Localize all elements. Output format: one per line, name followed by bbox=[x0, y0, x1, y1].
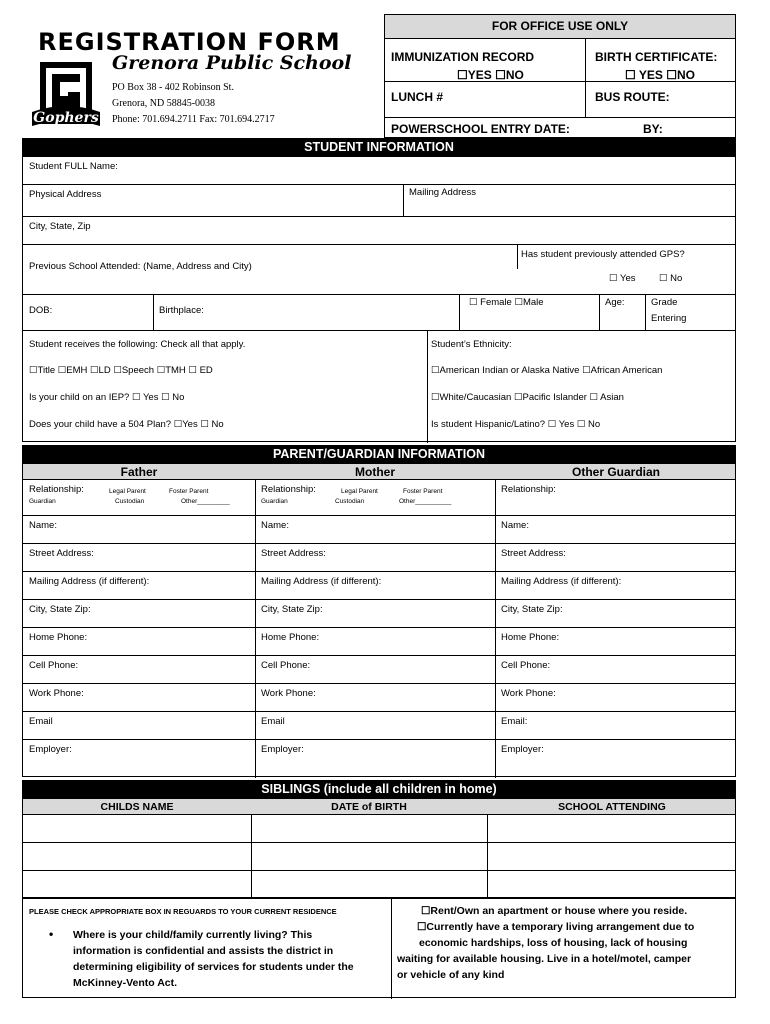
mother-work-phone-field[interactable]: Work Phone: bbox=[261, 688, 316, 699]
other-name-field[interactable]: Name: bbox=[501, 520, 529, 531]
other-mailing-address-field[interactable]: Mailing Address (if different): bbox=[501, 576, 622, 587]
siblings-col-school: SCHOOL ATTENDING bbox=[558, 801, 666, 813]
powerschool-entry-label: POWERSCHOOL ENTRY DATE: bbox=[391, 122, 570, 136]
father-city-state-zip-field[interactable]: City, State Zip: bbox=[29, 604, 91, 615]
birth-certificate-label: BIRTH CERTIFICATE: bbox=[595, 50, 718, 64]
father-employer-field[interactable]: Employer: bbox=[29, 744, 72, 755]
ethnicity-row2-checkboxes[interactable]: ☐White/Caucasian ☐Pacific Islander ☐ Asian bbox=[431, 392, 624, 403]
siblings-table bbox=[22, 798, 736, 898]
plan-504-question[interactable]: Does your child have a 504 Plan? ☐Yes ☐ No bbox=[29, 419, 224, 430]
student-info-heading: STUDENT INFORMATION bbox=[22, 138, 736, 156]
parent-info-section bbox=[22, 463, 736, 777]
school-name: Grenora Public School bbox=[112, 52, 352, 74]
mother-email-field[interactable]: Email bbox=[261, 716, 285, 727]
mother-cell-phone-field[interactable]: Cell Phone: bbox=[261, 660, 311, 671]
residence-heading: PLEASE CHECK APPROPRIATE BOX IN REGUARDS TO YOUR CURRENT RESIDENCE bbox=[29, 907, 337, 916]
birth-certificate-checkboxes[interactable]: ☐ YES ☐NO bbox=[625, 68, 695, 82]
father-name-field[interactable]: Name: bbox=[29, 520, 57, 531]
school-address-line2: Grenora, ND 58845-0038 bbox=[112, 98, 216, 109]
student-full-name-field[interactable]: Student FULL Name: bbox=[29, 161, 118, 172]
immunization-label: IMMUNIZATION RECORD bbox=[391, 50, 535, 64]
previous-school-field[interactable]: Previous School Attended: (Name, Address and City) bbox=[29, 261, 252, 272]
father-relationship-label: Relationship: bbox=[29, 484, 84, 495]
siblings-col-dob: DATE of BIRTH bbox=[331, 801, 407, 813]
mother-street-address-field[interactable]: Street Address: bbox=[261, 548, 326, 559]
gps-yes-checkbox[interactable]: ☐ Yes bbox=[609, 273, 636, 284]
parent-info-heading: PARENT/GUARDIAN INFORMATION bbox=[22, 445, 736, 463]
city-state-zip-field[interactable]: City, State, Zip bbox=[29, 221, 91, 232]
residence-temporary-line4: or vehicle of any kind bbox=[397, 969, 505, 981]
other-guardian-column-title: Other Guardian bbox=[571, 465, 660, 479]
mother-relationship-label: Relationship: bbox=[261, 484, 316, 495]
bus-route-label: BUS ROUTE: bbox=[595, 90, 670, 104]
grade-label: Grade bbox=[651, 297, 678, 308]
mother-name-field[interactable]: Name: bbox=[261, 520, 289, 531]
lunch-number-label: LUNCH # bbox=[391, 90, 444, 104]
hispanic-question[interactable]: Is student Hispanic/Latino? ☐ Yes ☐ No bbox=[431, 419, 601, 430]
physical-address-field[interactable]: Physical Address bbox=[29, 189, 102, 200]
father-work-phone-field[interactable]: Work Phone: bbox=[29, 688, 84, 699]
father-foster-parent-option[interactable]: Foster Parent bbox=[169, 488, 209, 495]
mother-guardian-option[interactable]: Guardian bbox=[261, 498, 288, 505]
mother-column-title: Mother bbox=[355, 465, 395, 479]
office-by-label: BY: bbox=[643, 122, 663, 136]
mother-custodian-option[interactable]: Custodian bbox=[335, 498, 365, 505]
father-column-title: Father bbox=[120, 465, 158, 479]
residence-rent-own-checkbox[interactable]: ☐Rent/Own an apartment or house where you reside. bbox=[421, 905, 688, 917]
services-checkboxes[interactable]: ☐Title ☐EMH ☐LD ☐Speech ☐TMH ☐ ED bbox=[29, 365, 213, 376]
residence-question-line4: McKinney-Vento Act. bbox=[73, 977, 178, 989]
table-row[interactable] bbox=[23, 815, 735, 843]
gps-no-checkbox[interactable]: ☐ No bbox=[659, 273, 683, 284]
residence-temporary-line3: waiting for available housing. Live in a hotel/motel, camper bbox=[397, 953, 692, 965]
bullet-icon: • bbox=[49, 927, 54, 941]
other-street-address-field[interactable]: Street Address: bbox=[501, 548, 566, 559]
father-custodian-option[interactable]: Custodian bbox=[115, 498, 145, 505]
residence-section bbox=[22, 898, 736, 998]
school-phone: Phone: 701.694.2711 Fax: 701.694.2717 bbox=[112, 114, 275, 125]
father-other-option[interactable]: Other_________ bbox=[181, 498, 230, 505]
siblings-heading: SIBLINGS (include all children in home) bbox=[22, 780, 736, 798]
grade-entering-field[interactable]: Entering bbox=[651, 313, 687, 324]
other-city-state-zip-field[interactable]: City, State Zip: bbox=[501, 604, 563, 615]
father-mailing-address-field[interactable]: Mailing Address (if different): bbox=[29, 576, 150, 587]
logo-text: Gophers bbox=[33, 110, 99, 126]
other-home-phone-field[interactable]: Home Phone: bbox=[501, 632, 560, 643]
residence-temporary-checkbox[interactable]: ☐Currently have a temporary living arrangement due to bbox=[417, 921, 695, 933]
ethnicity-label: Student’s Ethnicity: bbox=[431, 339, 512, 350]
other-email-field[interactable]: Email: bbox=[501, 716, 528, 727]
mother-employer-field[interactable]: Employer: bbox=[261, 744, 304, 755]
office-use-title: FOR OFFICE USE ONLY bbox=[491, 19, 629, 33]
mother-city-state-zip-field[interactable]: City, State Zip: bbox=[261, 604, 323, 615]
mother-foster-parent-option[interactable]: Foster Parent bbox=[403, 488, 443, 495]
residence-question-line2: information is confidential and assists the district in bbox=[73, 945, 334, 957]
siblings-col-name: CHILDS NAME bbox=[100, 801, 174, 813]
mother-other-option[interactable]: Other__________ bbox=[399, 498, 452, 505]
immunization-checkboxes[interactable]: ☐YES ☐NO bbox=[457, 68, 524, 82]
services-question: Student receives the following: Check all that apply. bbox=[29, 339, 246, 350]
table-row[interactable] bbox=[23, 843, 735, 871]
dob-field[interactable]: DOB: bbox=[29, 305, 53, 316]
other-cell-phone-field[interactable]: Cell Phone: bbox=[501, 660, 551, 671]
student-info-section bbox=[22, 156, 736, 442]
mother-mailing-address-field[interactable]: Mailing Address (if different): bbox=[261, 576, 382, 587]
age-field[interactable]: Age: bbox=[605, 297, 625, 308]
other-employer-field[interactable]: Employer: bbox=[501, 744, 544, 755]
other-work-phone-field[interactable]: Work Phone: bbox=[501, 688, 556, 699]
residence-question-line1: Where is your child/family currently living? This bbox=[73, 929, 313, 941]
attended-gps-question: Has student previously attended GPS? bbox=[521, 249, 685, 260]
father-guardian-option[interactable]: Guardian bbox=[29, 498, 56, 505]
other-relationship-field[interactable]: Relationship: bbox=[501, 484, 556, 495]
form-title: REGISTRATION FORM bbox=[38, 28, 341, 56]
mother-home-phone-field[interactable]: Home Phone: bbox=[261, 632, 320, 643]
father-home-phone-field[interactable]: Home Phone: bbox=[29, 632, 88, 643]
father-legal-parent-option[interactable]: Legal Parent bbox=[109, 488, 146, 495]
school-address-line1: PO Box 38 - 402 Robinson St. bbox=[112, 82, 234, 93]
father-email-field[interactable]: Email bbox=[29, 716, 53, 727]
residence-temporary-line2: economic hardships, loss of housing, lack of housing bbox=[419, 937, 688, 949]
gender-checkboxes[interactable]: ☐ Female ☐Male bbox=[469, 297, 544, 308]
father-cell-phone-field[interactable]: Cell Phone: bbox=[29, 660, 79, 671]
residence-question-line3: determining eligibility of services for students under the bbox=[73, 961, 354, 973]
mailing-address-field[interactable]: Mailing Address bbox=[409, 187, 477, 198]
father-street-address-field[interactable]: Street Address: bbox=[29, 548, 94, 559]
ethnicity-row1-checkboxes[interactable]: ☐American Indian or Alaska Native ☐African American bbox=[431, 365, 663, 376]
gophers-logo bbox=[30, 60, 102, 134]
mother-legal-parent-option[interactable]: Legal Parent bbox=[341, 488, 378, 495]
iep-question[interactable]: Is your child on an IEP? ☐ Yes ☐ No bbox=[29, 392, 185, 403]
birthplace-field[interactable]: Birthplace: bbox=[159, 305, 204, 316]
office-use-box bbox=[384, 14, 736, 138]
